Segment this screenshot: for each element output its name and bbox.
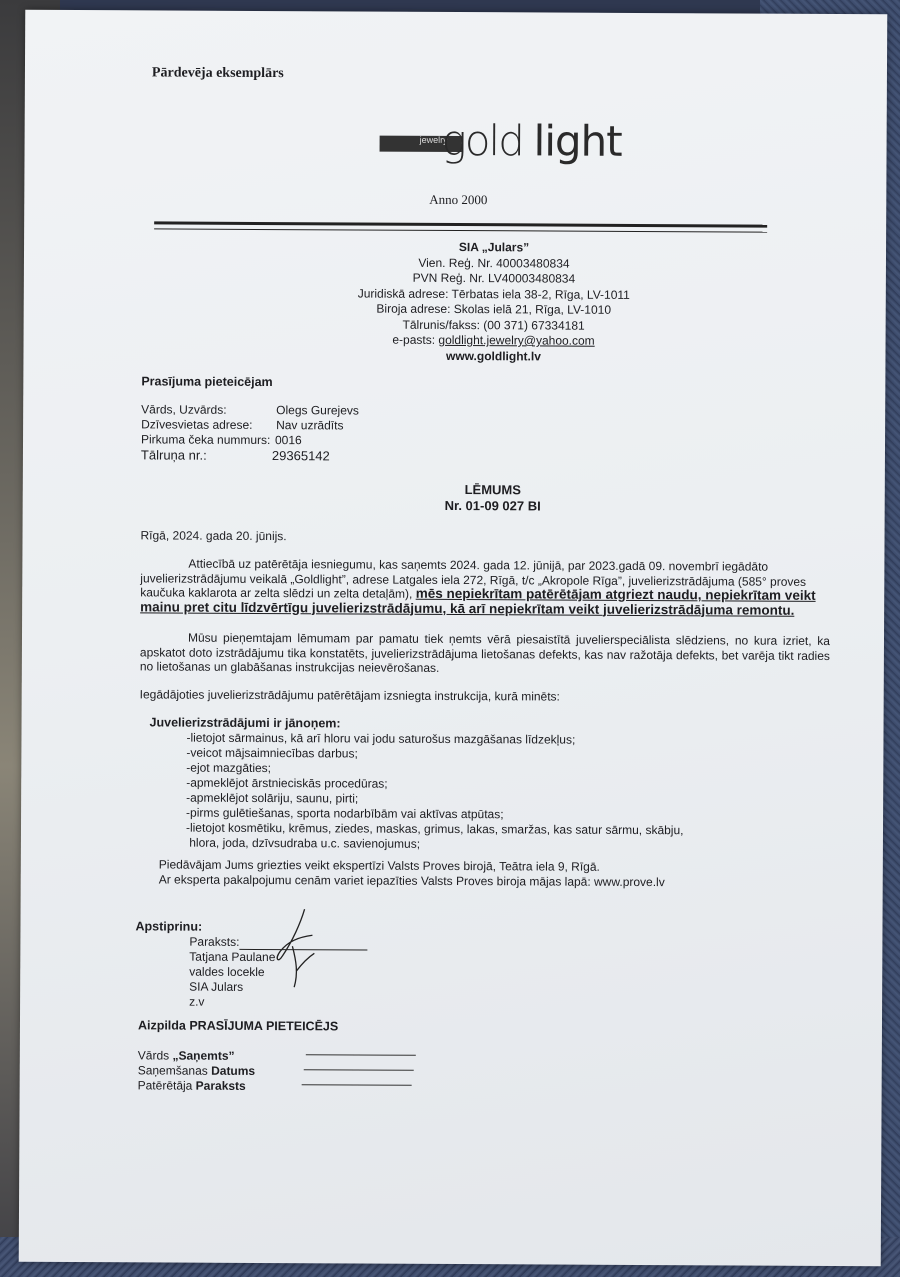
decision-paragraph-1 [140, 556, 830, 618]
offer-text [159, 857, 665, 890]
list-item: -lietojot kosmētiku, krēmus, ziedes, maskas, grimus, lakas, smaržas, kas satur sārmu, skābju, [185, 820, 684, 838]
signer-company: SIA Julars [189, 979, 244, 994]
applicant-value: Olegs Gurejevs [276, 403, 359, 418]
applicant-value: 0016 [274, 433, 302, 448]
signer-position: valdes locekle [189, 964, 265, 980]
applicant-row [141, 447, 359, 463]
applicant-value: Nav uzrādīts [276, 418, 344, 433]
company-email-label: e-pasts: [392, 332, 439, 347]
applicant-row [141, 402, 359, 418]
offer-line-2: Ar eksperta pakalpojumu cenām variet iepazīties Valsts Proves biroja mājas lapā: www.prove.lv [158, 872, 665, 890]
company-phone: Tālrunis/fakss: (00 371) 67334181 [402, 317, 585, 333]
logo-gold-text: gold [441, 115, 523, 166]
document-page [19, 10, 888, 1266]
field-label-bold: Paraksts [195, 1078, 246, 1093]
list-item: hlora, joda, dzīvsudraba u.c. savienojumus; [185, 835, 421, 851]
refusal-statement: mēs nepiekrītam patērētājam atgriezt naudu, nepiekrītam veikt mainu pret citu līdzvērtīgu juvelierizstrādājumu, kā arī nepiekrītam veikt juvelierizstrādājuma remontu. [140, 585, 816, 618]
claimant-fill-title: Aizpilda PRASĪJUMA PIETEICĒJS [137, 1018, 339, 1034]
instructions-items [149, 730, 684, 853]
field-label-normal: Saņemšanas [137, 1063, 212, 1078]
logo-light-text: light [533, 116, 622, 166]
list-item: -pirms gulētiešanas, sporta nodarbībām vai aktīvas atpūtas; [186, 805, 504, 822]
applicant-label: Dzīvesvietas adrese: [141, 417, 253, 432]
claimant-field-signature [138, 1078, 255, 1094]
applicant-label: Tālruņa nr.: [140, 447, 207, 463]
company-logo [379, 115, 629, 171]
decision-paragraph-2: Mūsu pieņemtajam lēmumam par pamatu tiek ņemts vērā piesaistītā juvelierspeciālista slēdziens, no kura izriet, ka apskatot doto izstrādājumu tika konstatēts, juvelierizstrādājuma lietošanas defekts, kas nav ražotāja defekts, bet varēja tikt radies no lietošanas un glabāšanas instrukcijas neievērošanas. [139, 630, 831, 675]
applicant-row [141, 432, 359, 448]
list-item: -lietojot sārmainus, kā arī hloru vai jodu saturošus mazgāšanas līdzekļus; [186, 730, 576, 747]
field-label-bold: Datums [211, 1063, 256, 1078]
company-office-address: Biroja adrese: Skolas ielā 21, Rīga, LV-1010 [376, 301, 612, 317]
stamp-placeholder: z.v [189, 994, 205, 1009]
claimant-field-received [138, 1048, 255, 1064]
signature-label: Paraksts: [189, 934, 240, 949]
list-item: -apmeklējot solāriju, saunu, pirti; [186, 790, 359, 806]
company-name: SIA „Julars” [458, 240, 530, 255]
instructions-list [149, 715, 684, 853]
approval-title: Apstiprinu: [135, 919, 203, 934]
field-blank-line [306, 1054, 416, 1056]
header-rule-thin [154, 228, 767, 232]
decision-heading [383, 482, 603, 515]
field-blank-line [304, 1069, 414, 1071]
paragraph-1-text: Attiecībā uz patērētāja iesniegumu, kas saņemts 2024. gada 12. jūnijā, par 2023.gadā 09. novembrī iegādāto juvelierizstrādājumu veikalā „Goldlight”, adrese Latgales iela 272, Rīgā, t/c „Akropole Rīga”, juvelierizstrādājuma (585° proves kaučuka kaklarota ar zelta slēdzi un zelta detaļām), [140, 556, 807, 601]
claimant-fill-fields [138, 1048, 256, 1094]
field-label-normal: Patērētāja [137, 1078, 196, 1093]
applicant-value: 29365142 [271, 448, 330, 464]
copy-label: Pārdevēja eksemplārs [151, 65, 284, 82]
applicant-label: Pirkuma čeka nummurs: [140, 432, 271, 448]
company-email-link[interactable]: goldlight.jewelry@yahoo.com [438, 332, 595, 348]
applicant-row [141, 417, 359, 433]
decision-number: Nr. 01-09 027 BI [444, 497, 541, 514]
handwritten-signature [252, 901, 342, 991]
company-vat-no: PVN Reģ. Nr. LV40003480834 [412, 270, 576, 286]
field-blank-line [302, 1084, 412, 1086]
list-item: -veicot mājsaimniecības darbus; [186, 745, 358, 761]
offer-line-1: Piedāvājam Jums griezties veikt ekspertīzi Valsts Proves birojā, Teātra iela 9, Rīgā. [158, 857, 600, 874]
company-legal-address: Juridiskā adrese: Tērbatas iela 38-2, Rīga, LV-1011 [357, 285, 630, 302]
field-label-bold: „Saņemts” [172, 1048, 235, 1063]
claimant-field-date [138, 1063, 255, 1079]
field-label-normal: Vārds [137, 1048, 173, 1063]
applicant-title: Prasījuma pieteicējam [141, 374, 273, 390]
applicant-details [141, 402, 359, 463]
list-item: -ejot mazgāties; [186, 760, 272, 776]
decision-title: LĒMUMS [464, 482, 521, 498]
header-rule-thick [154, 221, 767, 227]
list-item: -apmeklējot ārstnieciskās procedūras; [186, 775, 388, 791]
anno-text: Anno 2000 [429, 191, 488, 208]
instructions-title: Juvelierizstrādājumi ir jānoņem: [149, 715, 341, 731]
company-info [283, 239, 704, 365]
decision-date: Rīgā, 2024. gada 20. jūnijs. [140, 528, 287, 544]
company-reg-no: Vien. Reģ. Nr. 40003480834 [418, 255, 570, 271]
company-website[interactable]: www.goldlight.lv [445, 348, 541, 363]
signer-name: Tatjana Paulane [189, 949, 276, 965]
applicant-label: Vārds, Uzvārds: [141, 402, 227, 417]
logo-jewelry-text: jewelry [419, 134, 448, 145]
decision-paragraph-3: Iegādājoties juvelierizstrādājumu patērētājam izsniegta instrukcija, kurā minēts: [139, 687, 560, 704]
